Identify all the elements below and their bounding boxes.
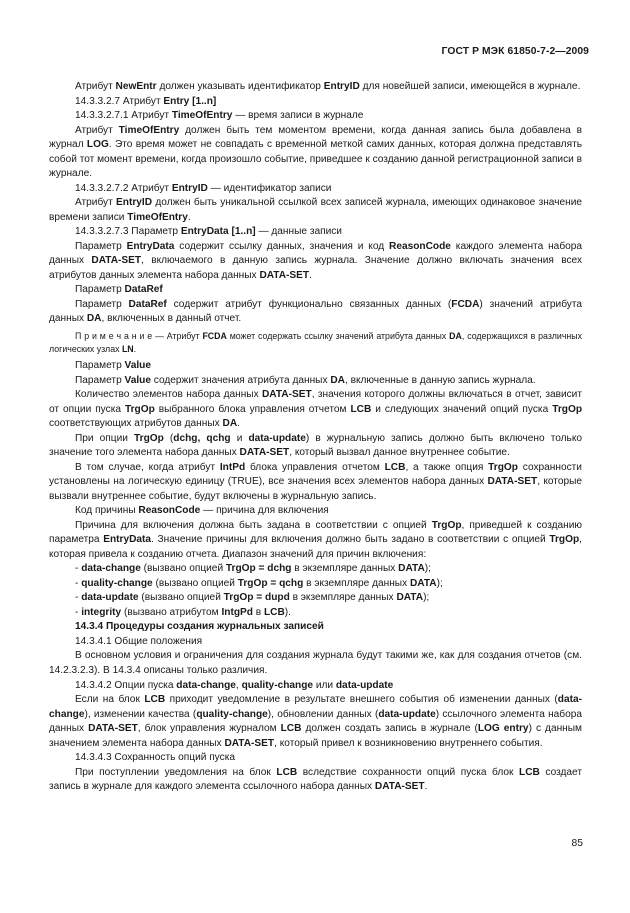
bold-term: TrgOp = dupd (223, 592, 290, 604)
text-run: — время записи в журнале (232, 110, 364, 122)
body-paragraph (49, 283, 582, 298)
bold-term: DATA (398, 563, 425, 575)
section-heading (49, 620, 582, 635)
body-paragraph (49, 751, 582, 766)
text-run: , значения которого должны включаться в отчет, зависит от опции пуска (49, 389, 582, 415)
text-run: Причина для включения должна быть задана в соответствии с опцией (75, 519, 432, 531)
text-run: соответствующих атрибутов данных (49, 418, 223, 430)
text-run: , которая привела к созданию отчета. Диапазон значений для причин включения: (49, 534, 582, 560)
text-run: , (235, 679, 242, 691)
text-run: блока управления отчетом (245, 461, 385, 473)
page-number: 85 (571, 838, 583, 849)
bold-term: LCB (276, 766, 298, 778)
text-run: 14.3.4.1 Общие положения (75, 635, 203, 647)
text-run: , а также опция (405, 461, 489, 473)
text-run: , приведшей к созданию параметра (49, 519, 583, 546)
bold-term: DataRef (124, 284, 163, 296)
text-run: в (252, 606, 264, 618)
bold-term: data-update (335, 679, 394, 691)
bold-term: dchg, qchg (173, 432, 231, 444)
text-run: ) ссылочного элемента набора данных (49, 708, 582, 735)
bold-term: DataRef (128, 298, 167, 310)
bold-term: TrgOp = qchg (237, 577, 304, 589)
bold-term: Value (124, 374, 151, 386)
bold-term: DATA-SET (239, 447, 290, 459)
bold-term: TrgOp = dchg (225, 563, 292, 575)
text-run: в экземпляре данных (291, 563, 399, 575)
bold-term: LCB (350, 403, 372, 415)
bold-term: TrgOp (134, 432, 164, 444)
bold-term: FCDA (202, 330, 227, 341)
bold-term: data-update (378, 708, 436, 720)
text-run: каждого элемента набора данных (49, 240, 583, 267)
text-run: Атрибут (75, 197, 117, 209)
bold-term: data-update (81, 592, 139, 604)
body-paragraph (49, 504, 582, 519)
bold-term: DA (86, 313, 102, 325)
bold-term: DA (222, 418, 238, 430)
text-run: — Атрибут (152, 330, 203, 341)
text-run: - (75, 592, 82, 604)
bold-term: quality-change (241, 679, 314, 691)
body-paragraph (49, 432, 582, 461)
text-run: . (309, 269, 312, 281)
bold-term: TimeOfEntry (118, 124, 180, 136)
body-paragraph (49, 635, 582, 650)
text-run: 14.3.3.2.7.2 Атрибут (75, 182, 172, 194)
bold-term: data-change (81, 563, 141, 575)
bold-term: DATA-SET (259, 269, 310, 281)
body-paragraph (49, 196, 582, 225)
body-paragraph (49, 519, 582, 563)
bold-term: DATA-SET (262, 389, 312, 401)
body-paragraph (49, 649, 582, 678)
text-run: Параметр (75, 298, 129, 310)
bold-term: quality-change (196, 708, 268, 720)
body-paragraph (49, 225, 582, 240)
body-paragraph (49, 693, 582, 751)
text-run: (вызвано опцией (138, 592, 224, 604)
text-run: . (187, 211, 191, 223)
bold-term: LCB (263, 606, 285, 618)
text-run: сохранности установлены на логическую единицу (TRUE), все значения всех элементов набора данных (49, 461, 582, 488)
text-run: Параметр (75, 284, 125, 296)
bold-term: LN (121, 343, 134, 354)
bold-term: DA (449, 330, 462, 341)
text-run: может содержать ссылку значений атрибута данных (226, 330, 450, 341)
body-paragraph (49, 679, 582, 694)
text-run: приходит уведомление в результате внешнего события об изменении данных ( (165, 694, 558, 706)
bold-term: ReasonCode (138, 505, 201, 517)
body-paragraph (49, 374, 582, 389)
text-run: . Значение причины для включения должно быть задано в соответствии с опцией (151, 534, 550, 546)
text-run: Параметр (75, 360, 125, 372)
body-paragraph (49, 298, 582, 327)
bold-term: DATA-SET (91, 255, 142, 267)
text-run: , включенных в данный отчет. (101, 313, 242, 325)
text-run: , включаемого в данную запись журнала. Значение должно включать значения всех атрибутов данных элемента набора данных (49, 255, 583, 281)
bold-term: TrgOp (431, 519, 462, 531)
text-run: содержит значения атрибута данных (150, 374, 331, 386)
bold-term: DATA-SET (224, 737, 275, 749)
text-run: В том случае, когда атрибут (75, 461, 220, 473)
bold-term: TrgOp (552, 403, 582, 415)
bold-term: EntryID (116, 197, 153, 209)
bold-term: Entry [1..n] (163, 95, 217, 107)
text-run: 14.3.4.3 Сохранность опций пуска (75, 752, 235, 764)
bold-term: LCB (144, 694, 166, 706)
text-run: в экземпляре данных (303, 577, 410, 589)
text-run: — данные записи (255, 226, 342, 238)
body-paragraph (49, 124, 582, 182)
note-paragraph (49, 330, 582, 356)
bold-term: data-change (49, 694, 582, 720)
text-run: содержит ссылку данных, значения и код (174, 240, 390, 252)
text-run: , которые вызвали внутреннее событие, будут включены в журнальную запись. (49, 476, 582, 502)
text-run: должен указывать идентификатор (156, 81, 324, 92)
text-run: В основном условия и ограничения для создания журнала будут такими же, как для создания отчетов (см. 14.2.3.2.3). В 14.3.4 описаны только различия. (49, 650, 582, 676)
text-run: или (313, 679, 336, 691)
bold-term: LOG (86, 139, 109, 151)
body-paragraph (49, 359, 582, 374)
standard-header: ГОСТ Р МЭК 61850-7-2—2009 (441, 46, 589, 57)
text-run: При опции (75, 432, 134, 444)
text-run: ). (284, 606, 291, 618)
text-run: , содержащихся в различных логических узлах (49, 330, 582, 354)
text-run: . (424, 781, 428, 793)
bold-term: TimeOfEntry (127, 211, 188, 223)
text-run: П р и м е ч а н и е (75, 330, 153, 341)
bold-term: TrgOp (549, 534, 580, 546)
bold-term: EntryData (126, 240, 175, 252)
body-paragraph (49, 240, 582, 284)
bold-term: TrgOp (488, 461, 518, 473)
bold-term: data-update (248, 432, 306, 444)
bold-term: ReasonCode (389, 240, 451, 252)
body-paragraph (49, 461, 582, 505)
text-run: , включенные в данную запись журнала. (344, 374, 536, 386)
text-run: 14.3.3.2.7 Атрибут (75, 95, 164, 107)
text-run: — причина для включения (200, 505, 329, 517)
text-run: Код причины (75, 505, 139, 517)
body-paragraph (49, 109, 582, 124)
text-run: , который вызвал данное внутреннее событие. (289, 447, 510, 459)
text-run: Атрибут (75, 81, 116, 92)
bold-term: EntryID (171, 182, 208, 194)
bold-term: IntgPd (221, 606, 253, 618)
text-run: ); (424, 563, 431, 575)
text-run: выбранного блока управления отчетом (154, 403, 351, 415)
text-run: ) значений атрибута данных (49, 298, 582, 325)
text-run: в экземпляре данных (289, 592, 397, 604)
bold-term: EntryData [1..n] (180, 226, 256, 238)
text-run: ( (163, 432, 174, 444)
bold-term: quality-change (81, 577, 153, 589)
text-run: Количество элементов набора данных (75, 389, 262, 401)
text-run: ); (436, 577, 443, 589)
text-run: ) в журнальную запись должно быть включено только значение того элемента набора данных (49, 432, 583, 459)
body-paragraph (49, 577, 582, 592)
bold-term: LCB (519, 766, 540, 778)
text-run: , блок управления журналом (137, 723, 281, 735)
body-paragraph (49, 95, 582, 110)
bold-term: TrgOp (124, 403, 155, 415)
body-paragraph (49, 562, 582, 577)
text-run: создает запись в журнале для каждого элемента ссылочного набора данных (49, 766, 582, 793)
text-run: ) с данным значением элемента набора данных (49, 723, 582, 749)
bold-term: DATA (409, 577, 437, 589)
text-run: должен быть уникальной ссылкой всех записей журнала, имеющих одинаковое значение времени записи (49, 197, 582, 223)
text-run: вследствие сохранности опций пуска блок (297, 766, 520, 778)
text-run: . (237, 418, 240, 430)
text-run: Параметр (75, 374, 125, 386)
bold-term: EntryID (323, 81, 360, 92)
bold-term: IntPd (219, 461, 246, 473)
text-run: 14.3.4.2 Опции пуска (75, 679, 177, 691)
text-run: содержит атрибут функционально связанных данных ( (166, 298, 452, 310)
text-run: — идентификатор записи (207, 182, 332, 194)
bold-term: 14.3.4 Процедуры создания журнальных записей (75, 621, 324, 633)
bold-term: DATA (396, 592, 424, 604)
bold-term: LCB (384, 461, 406, 473)
text-run: должен создать запись в журнале ( (301, 723, 478, 735)
text-run: и следующих значений опций пуска (371, 403, 553, 415)
body-paragraph (49, 388, 582, 432)
text-run: 14.3.3.2.7.1 Атрибут (75, 110, 172, 122)
text-run: 14.3.3.2.7.3 Параметр (75, 226, 181, 238)
text-run: (вызвано атрибутом (121, 606, 222, 618)
text-run: ), изменении качества ( (84, 708, 197, 720)
bold-term: FCDA (451, 298, 480, 310)
text-run: должен быть тем моментом времени, когда данная запись была добавлена в журнал (49, 124, 582, 151)
document-body (49, 80, 582, 795)
bold-term: integrity (81, 606, 122, 618)
text-run: и (230, 432, 249, 444)
text-run: - (75, 606, 82, 618)
text-run: При поступлении уведомления на блок (75, 766, 277, 778)
bold-term: DA (330, 374, 345, 386)
text-run: (вызвано опцией (152, 577, 238, 589)
text-run: , который привел к возникновению внутреннего события. (274, 737, 543, 749)
text-run: . Это время может не совпадать с временной меткой самих данных, которая должна представлять собой тот момент времени, когда произошло событие, приведшее к созданию данной регистрационной записи в журнале. (49, 139, 582, 180)
text-run: Параметр (75, 240, 127, 252)
bold-term: TimeOfEntry (171, 110, 233, 122)
text-run: ), обновлении данных ( (267, 708, 379, 720)
bold-term: NewEntr (115, 81, 157, 92)
bold-term: DATA-SET (374, 781, 425, 793)
text-run: Если на блок (75, 694, 145, 706)
text-run: (вызвано опцией (140, 563, 226, 575)
text-run: - (75, 563, 82, 575)
text-run: ); (423, 592, 430, 604)
bold-term: data-change (176, 679, 236, 691)
bold-term: EntryData (103, 534, 152, 546)
body-paragraph (49, 80, 582, 95)
text-run: Атрибут (75, 124, 119, 136)
bold-term: Value (124, 360, 151, 372)
body-paragraph (49, 766, 582, 795)
bold-term: DATA-SET (88, 723, 138, 735)
text-run: - (75, 577, 82, 589)
text-run: для новейшей записи, имеющейся в журнале. (359, 81, 581, 92)
text-run: . (133, 343, 137, 354)
body-paragraph (49, 182, 582, 197)
body-paragraph (49, 606, 582, 621)
body-paragraph (49, 591, 582, 606)
bold-term: LCB (280, 723, 302, 735)
bold-term: DATA-SET (487, 476, 538, 488)
bold-term: LOG entry (477, 723, 529, 735)
